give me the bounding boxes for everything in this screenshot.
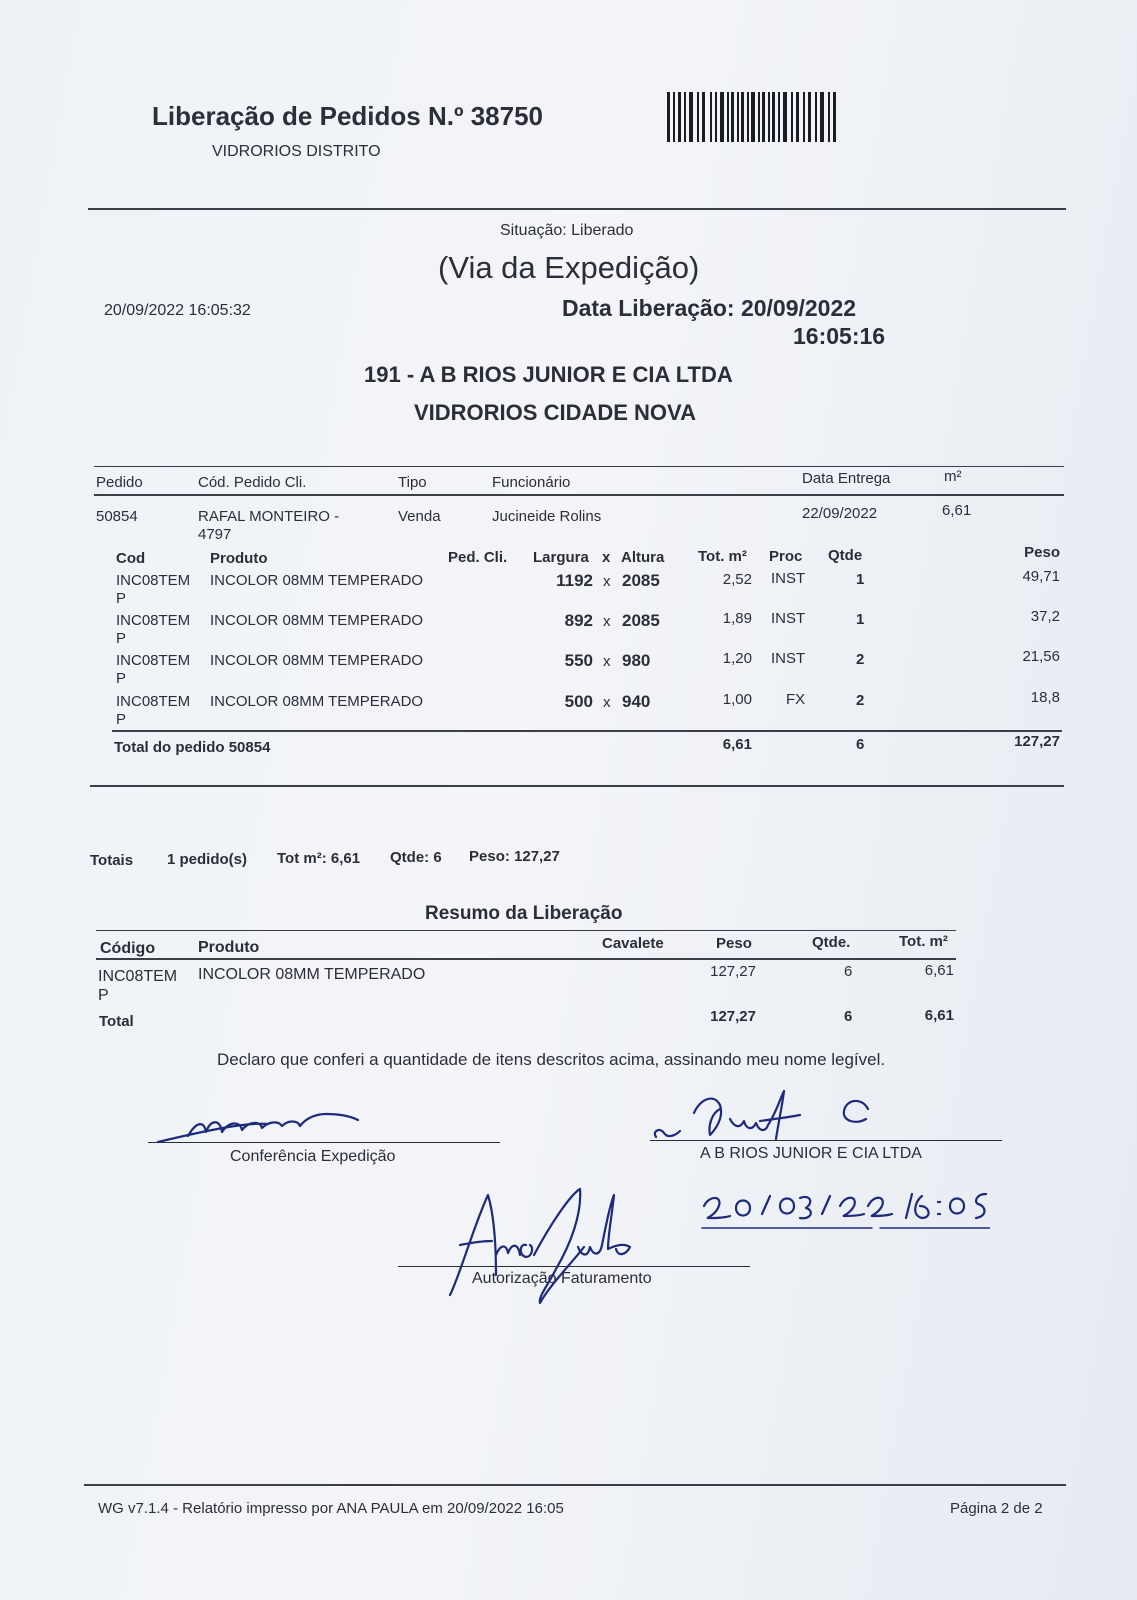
- header-divider: [88, 208, 1066, 210]
- resumo-produto: INCOLOR 08MM TEMPERADO: [198, 966, 426, 983]
- footer-page-number: Página 2 de 2: [950, 1500, 1043, 1517]
- item-x: x: [603, 573, 611, 590]
- item-produto: INCOLOR 08MM TEMPERADO: [210, 572, 424, 589]
- item-qtde: 1: [856, 611, 865, 628]
- item-qtde: 2: [856, 692, 865, 709]
- status-text: Situação: Liberado: [500, 222, 634, 239]
- item-produto: INCOLOR 08MM TEMPERADO: [210, 652, 424, 669]
- item-altura: 2085: [622, 571, 660, 590]
- item-cod: INC08TEM: [116, 693, 191, 710]
- col-funcionario: Funcionário: [492, 474, 571, 491]
- resumo-codigo: INC08TEM: [98, 968, 178, 985]
- item-proc: INST: [771, 570, 806, 587]
- signature-label-conferencia: Conferência Expedição: [230, 1148, 396, 1165]
- order-total-qtde: 6: [856, 736, 865, 753]
- item-tot-m2: 1,89: [722, 610, 752, 627]
- col-largura: Largura: [533, 549, 589, 566]
- item-largura: 500: [564, 692, 593, 711]
- col-proc: Proc: [769, 548, 803, 565]
- order-total-label: Total do pedido 50854: [114, 739, 271, 756]
- via-title: (Via da Expedição): [438, 250, 700, 285]
- signature-empresa-handwriting: [650, 1085, 910, 1150]
- item-cod-cont: P: [116, 670, 127, 687]
- item-proc: INST: [771, 610, 806, 627]
- footer-printed-by: WG v7.1.4 - Relatório impresso por ANA PAULA em 20/09/2022 16:05: [98, 1500, 564, 1517]
- item-cod-cont: P: [116, 630, 127, 647]
- client-store: VIDRORIOS CIDADE NOVA: [414, 400, 696, 425]
- item-altura: 940: [622, 692, 651, 711]
- resumo-title: Resumo da Liberação: [425, 903, 623, 924]
- signature-autorizacao-handwriting: [430, 1185, 690, 1315]
- col-produto: Produto: [210, 550, 268, 567]
- col-peso: Peso: [1024, 544, 1060, 561]
- release-time: 16:05:16: [793, 323, 886, 349]
- item-cod: INC08TEM: [116, 572, 191, 589]
- order-header-line: [94, 494, 1064, 496]
- col-x: x: [602, 549, 611, 566]
- item-x: x: [603, 653, 611, 670]
- col-cod: Cod: [116, 550, 146, 567]
- section-divider: [90, 785, 1064, 787]
- resumo-total-label: Total: [99, 1013, 134, 1030]
- resumo-header-line: [96, 958, 956, 960]
- resumo-col-qtde: Qtde.: [812, 934, 851, 951]
- col-qtde: Qtde: [828, 547, 863, 564]
- item-tot-m2: 2,52: [722, 571, 752, 588]
- col-tot-m2: Tot. m²: [698, 548, 747, 565]
- document-title: Liberação de Pedidos N.º 38750: [152, 101, 543, 131]
- item-produto: INCOLOR 08MM TEMPERADO: [210, 693, 424, 710]
- totais-label: Totais: [90, 852, 134, 869]
- funcionario-value: Jucineide Rolins: [492, 508, 602, 525]
- item-altura: 2085: [622, 611, 660, 630]
- item-altura: 980: [622, 651, 651, 670]
- item-cod: INC08TEM: [116, 652, 191, 669]
- item-largura: 1192: [556, 571, 593, 590]
- signature-label-empresa: A B RIOS JUNIOR E CIA LTDA: [700, 1145, 922, 1162]
- resumo-col-codigo: Código: [100, 940, 156, 957]
- resumo-peso: 127,27: [710, 963, 756, 980]
- handwritten-date: [700, 1188, 990, 1238]
- print-datetime: 20/09/2022 16:05:32: [104, 302, 251, 319]
- cod-pedido-cli-cont: 4797: [198, 526, 232, 543]
- order-table-top-line: [94, 466, 1064, 467]
- resumo-total-m2: 6,61: [924, 1007, 954, 1024]
- item-cod-cont: P: [116, 590, 127, 607]
- item-cod-cont: P: [116, 711, 127, 728]
- totais-m2: Tot m²: 6,61: [277, 850, 361, 867]
- col-m2: m²: [944, 468, 962, 485]
- data-entrega-value: 22/09/2022: [802, 505, 878, 522]
- declaration-text: Declaro que conferi a quantidade de itens descritos acima, assinando meu nome legível.: [217, 1050, 886, 1069]
- item-largura: 550: [564, 651, 593, 670]
- order-total-m2: 6,61: [722, 736, 752, 753]
- totais-qtde: Qtde: 6: [390, 849, 442, 866]
- item-cod: INC08TEM: [116, 612, 191, 629]
- signature-conferencia-handwriting: [148, 1100, 378, 1150]
- resumo-total-qtde: 6: [844, 1008, 853, 1025]
- item-x: x: [603, 613, 611, 630]
- resumo-codigo-cont: P: [98, 987, 109, 1004]
- item-tot-m2: 1,00: [722, 691, 752, 708]
- totais-peso: Peso: 127,27: [469, 848, 560, 865]
- pedido-number: 50854: [96, 508, 138, 525]
- resumo-tot-m2: 6,61: [924, 962, 954, 979]
- resumo-col-tot-m2: Tot. m²: [899, 933, 948, 950]
- resumo-qtde: 6: [844, 963, 853, 980]
- company-name: VIDRORIOS DISTRITO: [212, 143, 381, 160]
- m2-value: 6,61: [942, 502, 972, 519]
- item-peso: 49,71: [1022, 568, 1060, 585]
- client-name: 191 - A B RIOS JUNIOR E CIA LTDA: [364, 362, 733, 387]
- item-largura: 892: [564, 611, 593, 630]
- col-data-entrega: Data Entrega: [802, 470, 891, 487]
- signature-label-autorizacao: Autorização Faturamento: [472, 1270, 652, 1287]
- release-date: Data Liberação: 20/09/2022: [562, 295, 857, 321]
- item-proc: FX: [786, 691, 806, 708]
- resumo-col-cavalete: Cavalete: [602, 935, 664, 952]
- col-altura: Altura: [621, 549, 665, 566]
- resumo-col-produto: Produto: [198, 939, 260, 956]
- col-ped-cli: Ped. Cli.: [448, 549, 508, 566]
- col-pedido: Pedido: [96, 474, 143, 491]
- resumo-total-peso: 127,27: [710, 1008, 756, 1025]
- totais-pedidos: 1 pedido(s): [167, 851, 248, 868]
- barcode-icon: [667, 88, 841, 146]
- item-x: x: [603, 694, 611, 711]
- item-peso: 18,8: [1030, 689, 1060, 706]
- item-peso: 21,56: [1022, 648, 1060, 665]
- resumo-top-line: [96, 930, 956, 931]
- cod-pedido-cli: RAFAL MONTEIRO -: [198, 508, 340, 525]
- footer-divider: [84, 1484, 1066, 1486]
- item-proc: INST: [771, 650, 806, 667]
- order-total-line: [112, 730, 1062, 732]
- col-cod-pedido-cli: Cód. Pedido Cli.: [198, 474, 307, 491]
- resumo-col-peso: Peso: [716, 935, 752, 952]
- col-tipo: Tipo: [398, 474, 427, 491]
- item-qtde: 2: [856, 651, 865, 668]
- order-total-peso: 127,27: [1014, 733, 1060, 750]
- item-produto: INCOLOR 08MM TEMPERADO: [210, 612, 424, 629]
- item-peso: 37,2: [1030, 608, 1060, 625]
- item-tot-m2: 1,20: [722, 650, 752, 667]
- tipo-value: Venda: [398, 508, 441, 525]
- item-qtde: 1: [856, 571, 865, 588]
